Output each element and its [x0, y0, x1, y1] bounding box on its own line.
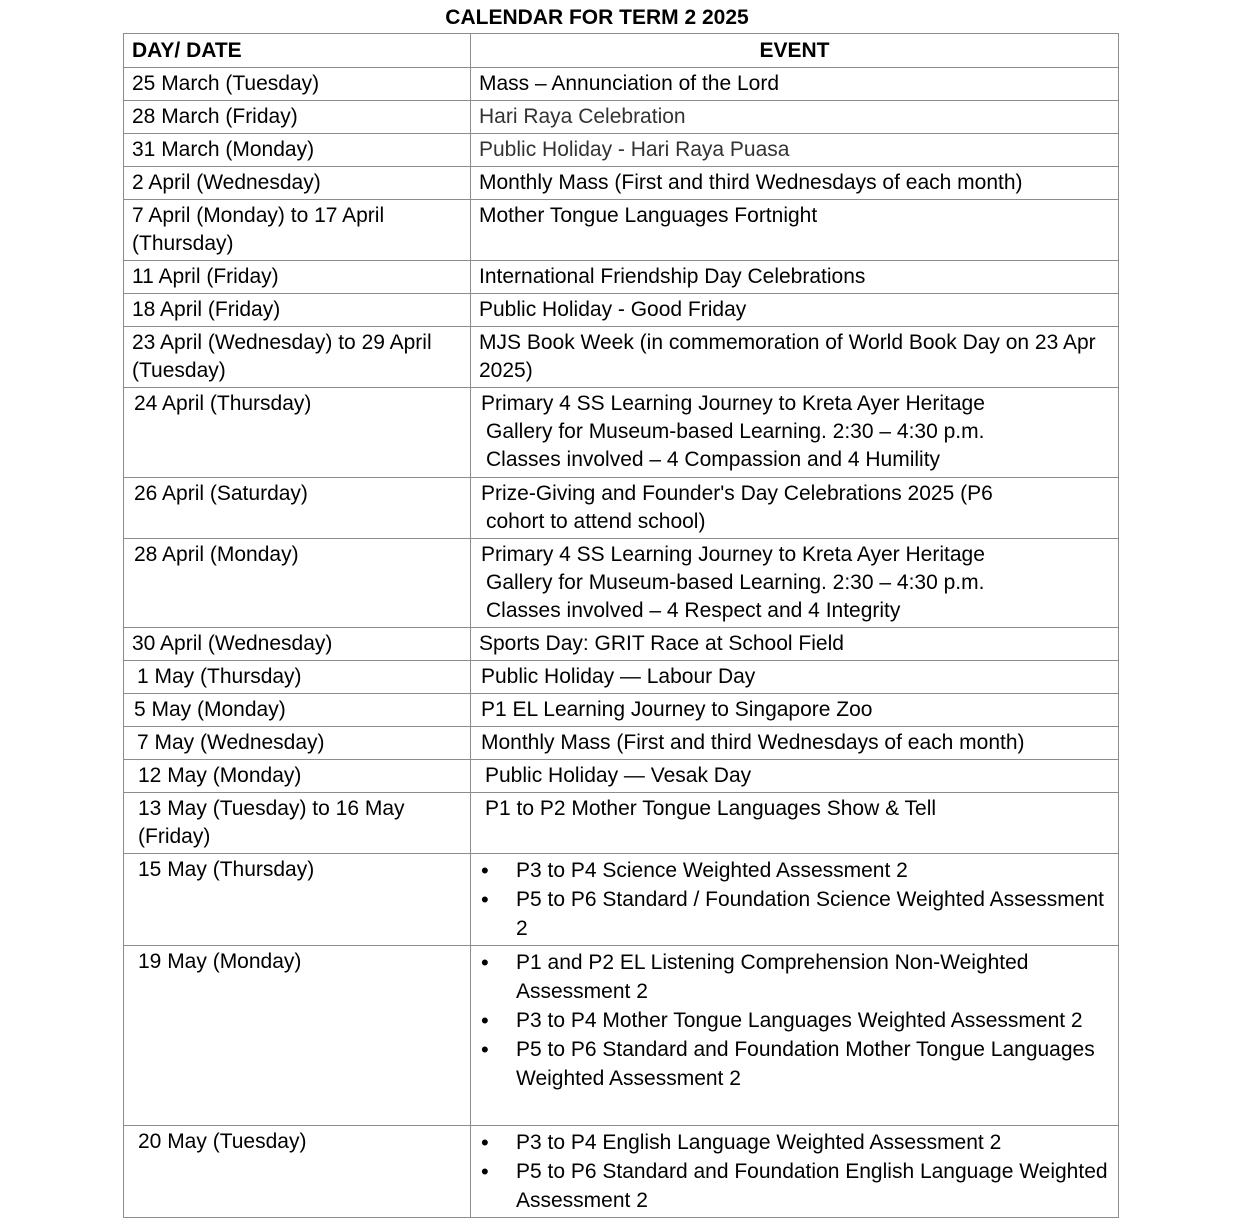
event-cell [471, 388, 1119, 478]
event-cell: Hari Raya Celebration [471, 101, 1119, 134]
bullet-item: • P3 to P4 Mother Tongue Languages Weighted Assessment 2 [479, 1006, 1110, 1035]
date-column-header: DAY/ DATE [124, 34, 471, 68]
event-cell [471, 854, 1119, 946]
event-cell: Public Holiday - Hari Raya Puasa [471, 134, 1119, 167]
date-cell: 25 March (Tuesday) [124, 68, 471, 101]
date-cell: 23 April (Wednesday) to 29 April (Tuesday) [124, 327, 471, 388]
event-cell: Public Holiday - Good Friday [471, 294, 1119, 327]
table-row [124, 294, 1119, 327]
event-line: Prize-Giving and Founder's Day Celebrations 2025 (P6 [481, 482, 993, 505]
event-cell: MJS Book Week (in commemoration of World Book Day on 23 Apr 2025) [471, 327, 1119, 388]
table-row [124, 261, 1119, 294]
event-cell: Mass – Annunciation of the Lord [471, 68, 1119, 101]
event-line: Primary 4 SS Learning Journey to Kreta Ayer Heritage [481, 543, 985, 566]
table-row [124, 539, 1119, 628]
event-column-header: EVENT [471, 34, 1119, 68]
event-line: Classes involved – 4 Compassion and 4 Humility [486, 448, 941, 471]
date-cell: 7 April (Monday) to 17 April (Thursday) [124, 200, 471, 261]
event-line: Primary 4 SS Learning Journey to Kreta Ayer Heritage [481, 392, 985, 415]
table-row [124, 388, 1119, 478]
event-cell [471, 946, 1119, 1126]
date-cell: 13 May (Tuesday) to 16 May (Friday) [124, 793, 471, 854]
date-cell: 28 March (Friday) [124, 101, 471, 134]
table-row [124, 854, 1119, 946]
bullet-item: • P5 to P6 Standard / Foundation Science Weighted Assessment 2 [479, 885, 1110, 943]
table-row [124, 727, 1119, 760]
table-row [124, 1126, 1119, 1218]
date-cell: 24 April (Thursday) [124, 388, 471, 478]
table-row [124, 327, 1119, 388]
date-cell: 11 April (Friday) [124, 261, 471, 294]
event-cell: Monthly Mass (First and third Wednesdays of each month) [471, 727, 1119, 760]
event-cell: Public Holiday — Vesak Day [471, 760, 1119, 793]
date-cell: 7 May (Wednesday) [124, 727, 471, 760]
bullet-item: • P3 to P4 English Language Weighted Assessment 2 [479, 1128, 1110, 1157]
event-cell: Mother Tongue Languages Fortnight [471, 200, 1119, 261]
date-cell: 30 April (Wednesday) [124, 628, 471, 661]
event-cell: P1 EL Learning Journey to Singapore Zoo [471, 694, 1119, 727]
event-line: cohort to attend school) [486, 510, 706, 533]
date-cell: 18 April (Friday) [124, 294, 471, 327]
date-cell: 31 March (Monday) [124, 134, 471, 167]
table-row [124, 200, 1119, 261]
event-cell: Public Holiday — Labour Day [471, 661, 1119, 694]
table-row [124, 661, 1119, 694]
date-cell: 1 May (Thursday) [124, 661, 471, 694]
table-row [124, 946, 1119, 1126]
event-cell [471, 478, 1119, 539]
event-cell: International Friendship Day Celebrations [471, 261, 1119, 294]
calendar-table [123, 33, 1119, 1218]
table-row [124, 694, 1119, 727]
bullet-item: • P3 to P4 Science Weighted Assessment 2 [479, 856, 1110, 885]
event-line: Gallery for Museum-based Learning. 2:30 – 4:30 p.m. [486, 420, 985, 443]
date-cell: 2 April (Wednesday) [124, 167, 471, 200]
table-row [124, 793, 1119, 854]
bullet-item: • P5 to P6 Standard and Foundation English Language Weighted Assessment 2 [479, 1157, 1110, 1215]
table-row [124, 760, 1119, 793]
bullet-list [479, 1128, 1110, 1215]
bullet-item: • P5 to P6 Standard and Foundation Mother Tongue Languages Weighted Assessment 2 [479, 1035, 1110, 1093]
date-cell: 19 May (Monday) [124, 946, 471, 1126]
date-cell: 20 May (Tuesday) [124, 1126, 471, 1218]
bullet-list [479, 856, 1110, 943]
table-row [124, 478, 1119, 539]
date-cell: 26 April (Saturday) [124, 478, 471, 539]
bullet-list [479, 948, 1110, 1093]
table-row [124, 167, 1119, 200]
date-cell: 5 May (Monday) [124, 694, 471, 727]
table-row [124, 628, 1119, 661]
event-cell [471, 539, 1119, 628]
event-cell: Sports Day: GRIT Race at School Field [471, 628, 1119, 661]
table-row [124, 134, 1119, 167]
event-line: Gallery for Museum-based Learning. 2:30 – 4:30 p.m. [486, 571, 985, 594]
event-cell: P1 to P2 Mother Tongue Languages Show & Tell [471, 793, 1119, 854]
event-cell [471, 1126, 1119, 1218]
table-row [124, 101, 1119, 134]
document-title: CALENDAR FOR TERM 2 2025 [445, 6, 749, 29]
table-row [124, 68, 1119, 101]
header-row [124, 34, 1119, 68]
bullet-item: • P1 and P2 EL Listening Comprehension Non-Weighted Assessment 2 [479, 948, 1110, 1006]
date-cell: 12 May (Monday) [124, 760, 471, 793]
date-cell: 28 April (Monday) [124, 539, 471, 628]
date-cell: 15 May (Thursday) [124, 854, 471, 946]
event-cell: Monthly Mass (First and third Wednesdays of each month) [471, 167, 1119, 200]
event-line: Classes involved – 4 Respect and 4 Integrity [486, 599, 901, 622]
